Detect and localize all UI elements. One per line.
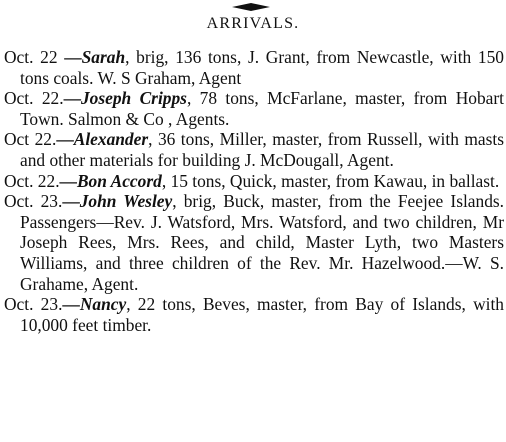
entry-text: , 15 tons, Quick, master, from Kawau, in ballast. xyxy=(161,170,500,191)
arrival-entry xyxy=(4,294,504,335)
entry-text: , brig, Buck, master, from the Feejee Islands. Passengers—Rev. J. Watsford, Mrs. Watsford, and two children, Mr Joseph Rees, Mrs. Rees, and child, Master Lyth, two Masters Williams, and three children of the Rev. Mr. Hazelwood.—W. S. Grahame, Agent. xyxy=(20,191,505,294)
arrival-entry xyxy=(4,47,504,88)
entry-date: Oct. 23. xyxy=(4,191,63,212)
entry-date: Oct. 22. xyxy=(4,88,64,109)
entry-ship-name: Bon Accord xyxy=(76,170,162,191)
entry-ship-name: Nancy xyxy=(79,294,127,315)
entry-date: Oct. 22 xyxy=(4,47,58,67)
entry-dash: — xyxy=(59,170,77,191)
arrival-entry xyxy=(4,129,504,170)
entry-ship-name: John Wesley xyxy=(79,191,173,212)
arrival-entry xyxy=(4,171,504,192)
entry-ship-name: Joseph Cripps xyxy=(80,88,187,109)
entry-dash: — xyxy=(62,294,80,315)
entry-text: , 22 tons, Beves, master, from Bay of Islands, with 10,000 feet timber. xyxy=(20,294,504,335)
entry-text: , 36 tons, Miller, master, from Russell, with masts and other materials for building J. McDougall, Agent. xyxy=(20,129,504,170)
entry-ship-name: Sarah xyxy=(81,47,126,67)
section-heading: ARRIVALS. xyxy=(206,15,300,32)
entry-dash: — xyxy=(56,129,74,150)
arrivals-list xyxy=(4,47,504,335)
entry-ship-name: Alexander xyxy=(73,129,149,150)
entry-dash: — xyxy=(62,191,80,212)
entry-dash: — xyxy=(64,47,82,67)
arrival-entry xyxy=(4,191,504,294)
entry-text: , brig, 136 tons, J. Grant, from Newcastle, with 150 tons coals. W. S Graham, Agent xyxy=(20,47,504,88)
entry-dash: — xyxy=(63,88,81,109)
entry-date: Oct. 23. xyxy=(4,294,63,315)
arrival-entry xyxy=(4,88,504,129)
ornament-rule-icon xyxy=(232,2,270,12)
entry-text: , 78 tons, McFarlane, master, from Hobart Town. Salmon & Co , Agents. xyxy=(20,88,504,129)
entry-date: Oct 22. xyxy=(4,129,57,150)
entry-date: Oct. 22. xyxy=(4,170,60,191)
